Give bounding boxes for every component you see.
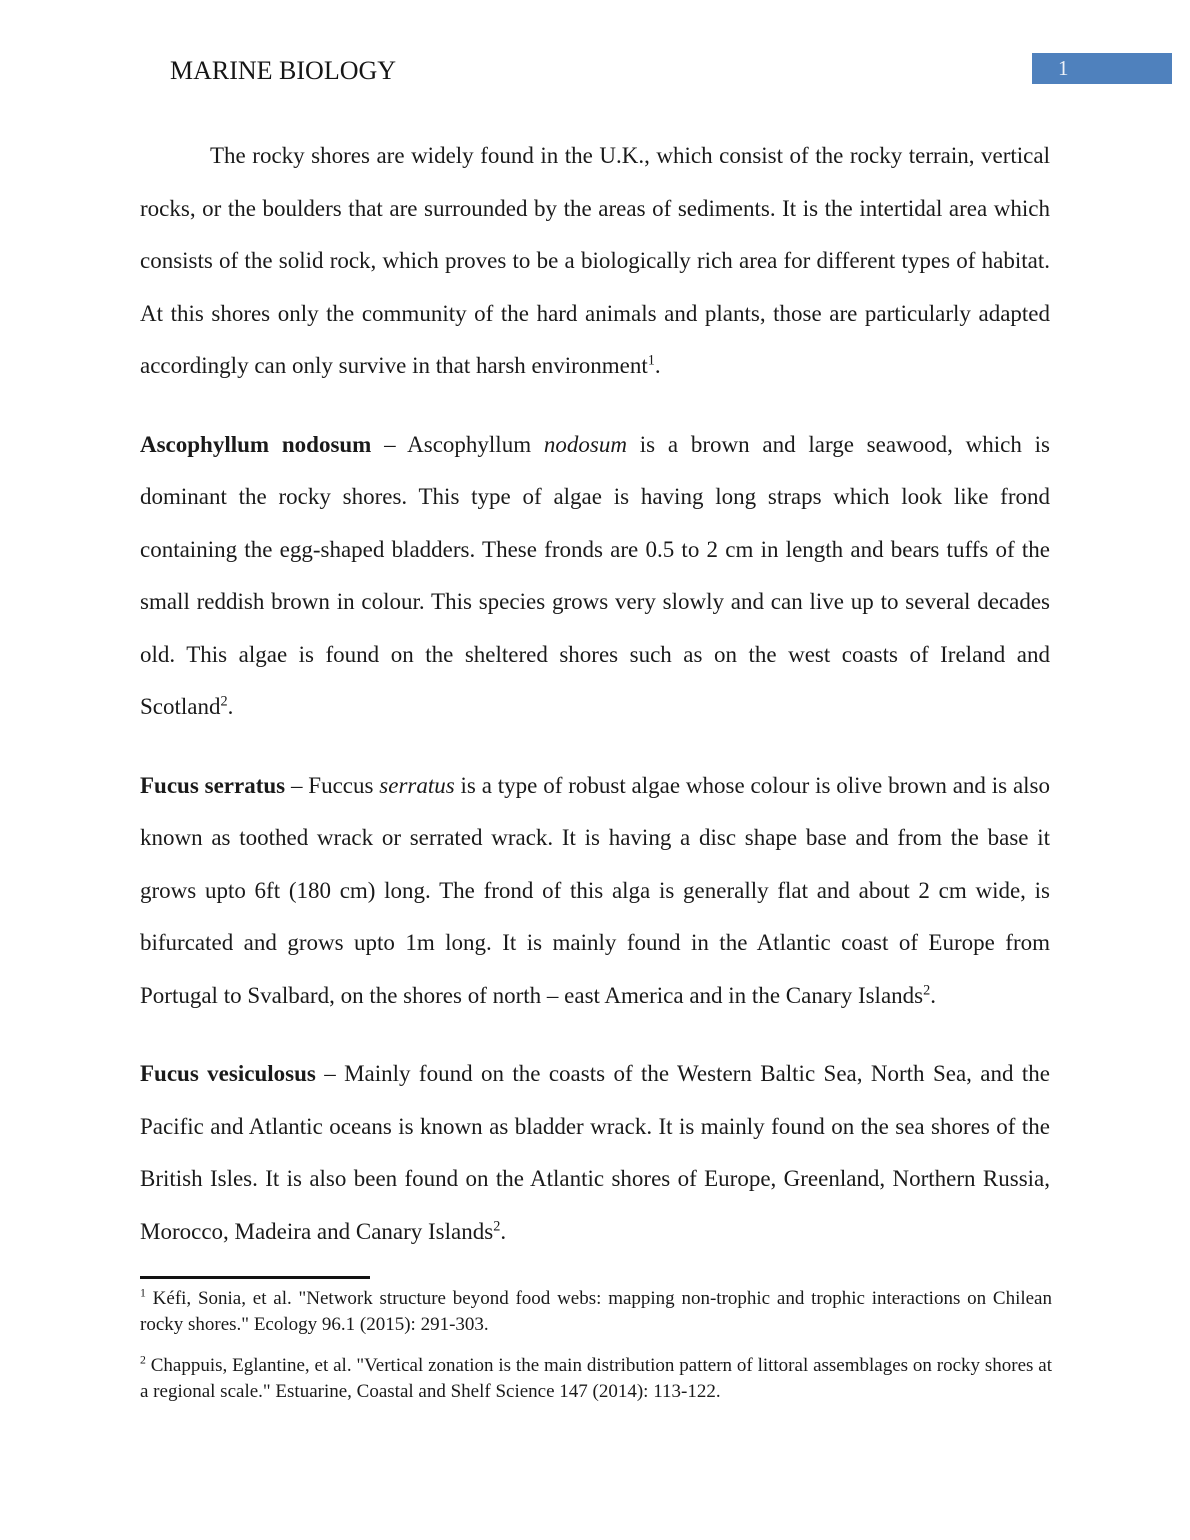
text-segment-sup: 1 bbox=[647, 352, 655, 369]
page-number: 1 bbox=[1058, 56, 1069, 80]
footnote bbox=[140, 1353, 1052, 1405]
page-number-box bbox=[1032, 53, 1172, 84]
text-segment-normal: – Ascophyllum bbox=[371, 431, 544, 457]
text-segment-normal: – Mainly found on the coasts of the Western Baltic Sea, North Sea, and the Pacific and Atlantic oceans is known as bladder wrack. It is mainly found on the sea shores of the British Isles. It is also been found on the Atlantic shores of Europe, Greenland, Northern Russia, Morocco, Madeira and Canary Islands bbox=[140, 1061, 1050, 1244]
footnote-separator bbox=[140, 1276, 370, 1279]
text-segment-normal: . bbox=[227, 694, 234, 719]
text-segment-normal: . bbox=[500, 1218, 507, 1244]
text-segment-sup: 2 bbox=[220, 693, 228, 710]
text-segment-normal: is a type of robust algae whose colour is olive brown and is also known as toothed wrack or serrated wrack. It is having a disc shape base and from the base it grows upto 6ft (180 cm) long. The frond of this alga is generally flat and about 2 cm wide, is bifurcated and grows upto 1m long. It is mainly found in the Atlantic coast of Europe from Portugal to Svalbard, on the shores of north – east America and in the Canary Islands bbox=[140, 772, 1050, 1008]
text-segment-italic: nodosum bbox=[543, 431, 627, 457]
text-segment-normal: The rocky shores are widely found in the U.K., which consist of the rocky terrain, vertical rocks, or the boulders that are surrounded by the areas of sediments. It is the intertidal area which consists of the solid rock, which proves to be a biologically rich area for different types of habitat. At this shores only the community of the hard animals and plants, those are particularly adapted accordingly can only survive in that harsh environment bbox=[140, 143, 1050, 378]
body-paragraph bbox=[140, 130, 1050, 393]
running-header-title: MARINE BIOLOGY bbox=[170, 56, 397, 85]
footnote bbox=[140, 1286, 1052, 1338]
text-segment-normal: – Fuccus bbox=[285, 772, 380, 798]
text-segment-normal: Kéfi, Sonia, et al. "Network structure beyond food webs: mapping non-trophic and trophic interactions on Chilean rocky shores." Ecology 96.1 (2015): 291-303. bbox=[140, 1288, 1052, 1335]
text-segment-italic: serratus bbox=[379, 772, 455, 798]
text-segment-normal: . bbox=[654, 353, 661, 378]
text-segment-normal: . bbox=[930, 982, 936, 1008]
body-paragraph bbox=[140, 760, 1050, 1023]
text-segment-bold: Fucus serratus bbox=[140, 772, 286, 798]
text-segment-bold: Fucus vesiculosus bbox=[140, 1061, 316, 1086]
text-segment-sup: 2 bbox=[493, 1217, 501, 1234]
text-segment-normal: is a brown and large seawood, which is dominant the rocky shores. This type of algae is having long straps which look like frond containing the egg-shaped bladders. These fronds are 0.5 to 2 cm in length and bears tuffs of the small reddish brown in colour. This species grows very slowly and can live up to several decades old. This algae is found on the sheltered shores such as on the west coasts of Ireland and Scotland bbox=[140, 431, 1051, 719]
footnote-list bbox=[140, 1286, 1052, 1405]
text-segment-normal: Chappuis, Eglantine, et al. "Vertical zonation is the main distribution pattern of littoral assemblages on rocky shores at a regional scale." Estuarine, Coastal and Shelf Science 147 (2014): 113-122. bbox=[140, 1355, 1052, 1402]
footnotes-section bbox=[140, 1276, 1052, 1420]
text-segment-sup: 1 bbox=[140, 1286, 146, 1300]
text-segment-sup: 2 bbox=[923, 981, 931, 998]
document-body bbox=[140, 130, 1050, 1284]
body-paragraph bbox=[140, 419, 1050, 734]
text-segment-bold: Ascophyllum nodosum bbox=[140, 431, 372, 457]
body-paragraph bbox=[140, 1048, 1050, 1258]
text-segment-sup: 2 bbox=[140, 1353, 146, 1367]
